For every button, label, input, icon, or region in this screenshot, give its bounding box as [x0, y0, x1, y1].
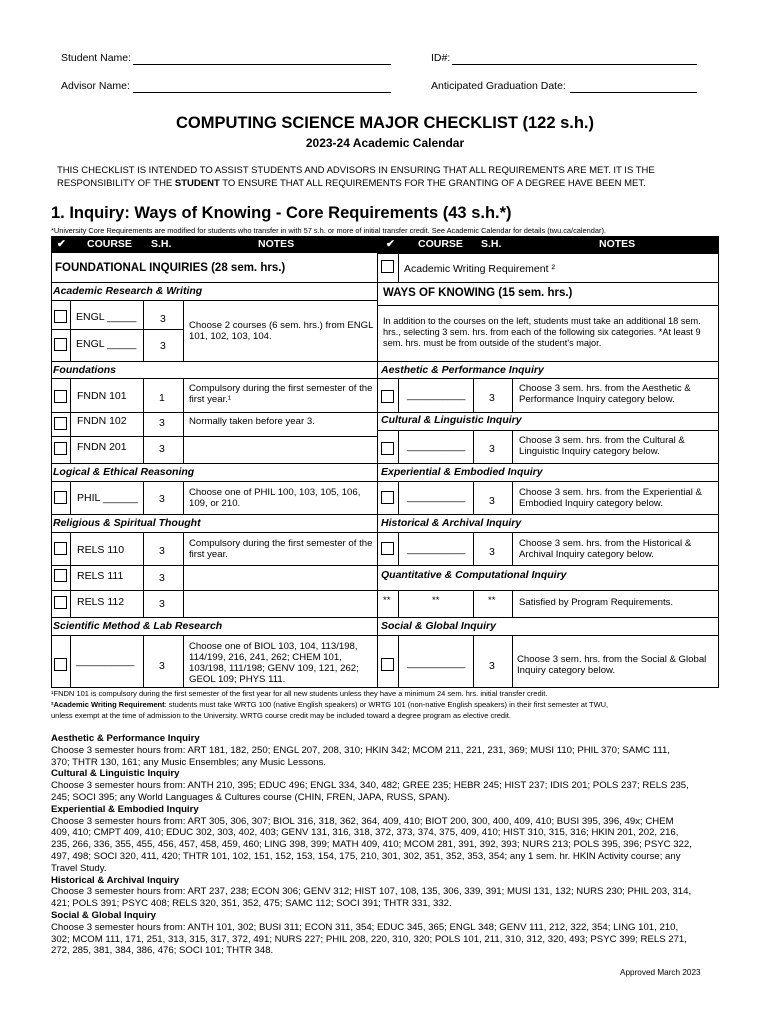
table-header: [51, 236, 719, 253]
category-experiential: [51, 804, 731, 875]
logical-reasoning-heading: Logical & Ethical Reasoning: [53, 466, 195, 478]
id-label: ID#:: [431, 52, 451, 64]
fndn-201-course: FNDN 201: [77, 441, 127, 453]
cultural-checkbox[interactable]: [381, 442, 394, 455]
category-historical: [51, 875, 731, 910]
fndn-102-checkbox[interactable]: [54, 417, 67, 430]
ways-of-knowing-heading: WAYS OF KNOWING (15 sem. hrs.): [383, 287, 573, 299]
rels-111-checkbox[interactable]: [54, 569, 67, 582]
section-1-title: 1. Inquiry: Ways of Knowing - Core Requirements (43 s.h.*): [51, 204, 512, 222]
quantitative-heading: Quantitative & Computational Inquiry: [381, 569, 567, 581]
category-experiential-line: 497, 498; SOCI 320, 411, 420; THTR 101, 102, 151, 152, 153, 154, 175, 210, 301, 302, 351, 352, 353, 354; any 1 sem. hr. HKIN Activity course; any: [51, 850, 681, 862]
id-field[interactable]: [452, 52, 697, 65]
phil-note: Choose one of PHIL 100, 103, 105, 106, 109, or 210.: [189, 487, 361, 509]
social-heading: Social & Global Inquiry: [381, 620, 496, 632]
header-notes-left: NOTES: [258, 238, 295, 250]
rels-110-checkbox[interactable]: [54, 542, 67, 555]
experiential-sh: 3: [489, 495, 495, 507]
fndn-102-course: FNDN 102: [77, 415, 127, 427]
rels-110-note: Compulsory during the first semester of the first year.: [189, 538, 373, 560]
rels-111-sh: 3: [159, 572, 165, 584]
advisor-name-label: Advisor Name:: [61, 80, 130, 92]
rels-112-checkbox[interactable]: [54, 596, 67, 609]
category-social: [51, 910, 731, 957]
fndn-201-sh: 3: [159, 443, 165, 455]
fndn-101-checkbox[interactable]: [54, 390, 67, 403]
fndn-102-sh: 3: [159, 417, 165, 429]
intro-line-1: THIS CHECKLIST IS INTENDED TO ASSIST STUDENTS AND ADVISORS IN ENSURING THAT ALL REQUIREMENTS ARE MET. IT IS THE: [57, 165, 655, 176]
header-sh-right: S.H.: [481, 238, 502, 250]
cultural-course: __________: [407, 440, 466, 452]
fndn-101-note: Compulsory during the first semester of the first year.¹: [189, 383, 373, 405]
writing-requirement-checkbox[interactable]: [381, 260, 394, 273]
section-1-note: *University Core Requirements are modified for students who transfer in with 57 s.h. or more of initial transfer credit. See Academic Calendar for details (twu.ca/calendar).: [51, 226, 606, 235]
footnote-2-line-2: unless exempt at the time of admission to the University. WRTG course credit may be included toward a degree program as elective credit.: [51, 711, 511, 720]
category-social-title: Social & Global Inquiry: [51, 909, 157, 921]
cultural-sh: 3: [489, 443, 495, 455]
check-mark-icon: ✔: [57, 238, 66, 250]
page-subtitle: 2023-24 Academic Calendar: [305, 136, 465, 150]
rels-110-course: RELS 110: [77, 544, 125, 556]
quantitative-note: Satisfied by Program Requirements.: [519, 597, 674, 608]
aesthetic-checkbox[interactable]: [381, 390, 394, 403]
intro-line-2: RESPONSIBILITY OF THE STUDENT TO ENSURE THAT ALL REQUIREMENTS FOR THE GRANTING OF A DEGREE HAVE BEEN MET.: [57, 178, 646, 189]
historical-course: __________: [407, 543, 466, 555]
engl-2-checkbox[interactable]: [54, 338, 67, 351]
fndn-201-checkbox[interactable]: [54, 442, 67, 455]
scientific-method-heading: Scientific Method & Lab Research: [53, 620, 223, 632]
category-aesthetic-line: 370; THTR 130, 161; any Music Ensembles; any Music Lessons.: [51, 756, 326, 768]
category-social-line: 272, 285, 381, 384, 386, 476; SOCI 101; THTR 348.: [51, 945, 274, 957]
category-historical-line: 421; POLS 391; PSYC 408; RELS 320, 351, 352, 475; SAMC 112; SOCI 391; THTR 331, 332.: [51, 898, 452, 910]
category-experiential-line: Choose 3 semester hours from: ART 305, 306, 307; BIOL 316, 318, 362, 364, 409, 410; BIOT 200, 300, 400, 409, 410; BUSI 395, 396, 49x; CHEM: [51, 815, 674, 827]
approved-date: Approved March 2023: [620, 968, 701, 977]
aesthetic-sh: 3: [489, 392, 495, 404]
social-course: __________: [407, 657, 466, 669]
header-course-right: COURSE: [418, 238, 463, 250]
engl-2-sh: 3: [160, 340, 166, 352]
aesthetic-note: Choose 3 sem. hrs. from the Aesthetic & Performance Inquiry category below.: [519, 383, 691, 405]
footnote-2: ²Academic Writing Requirement: students must take WRTG 100 (native English speakers) or WRTG 101 (non-native English speakers) in their first semester at TWU,: [51, 700, 609, 709]
advisor-name-field[interactable]: [133, 80, 391, 93]
graduation-date-field[interactable]: [570, 80, 697, 93]
engl-1-checkbox[interactable]: [54, 310, 67, 323]
footnote-1: ¹FNDN 101 is compulsory during the first semester of the first year for all new students unless they have a minimum 24 sem. hrs. initial transfer credit.: [51, 689, 548, 698]
engl-1-course: ENGL _____: [76, 311, 137, 323]
phil-checkbox[interactable]: [54, 491, 67, 504]
category-social-line: Choose 3 semester hours from: ANTH 101, 302; BUSI 311; ECON 311, 354; EDUC 345, 365; ENGL 348; GENV 111, 212, 322, 354; LING 101, 210,: [51, 921, 679, 933]
category-experiential-line: Travel Study.: [51, 862, 107, 874]
foundational-inquiries-heading: FOUNDATIONAL INQUIRIES (28 sem. hrs.): [55, 262, 286, 274]
aesthetic-heading: Aesthetic & Performance Inquiry: [381, 364, 544, 376]
page-title: COMPUTING SCIENCE MAJOR CHECKLIST (122 s.h.): [175, 114, 595, 132]
header-notes-right: NOTES: [599, 238, 636, 250]
header-sh-left: S.H.: [151, 238, 172, 250]
quantitative-check: **: [383, 595, 391, 606]
science-note: Choose one of BIOL 103, 104, 113/198, 114/199, 216, 241, 262; CHEM 101, 103/198, 111/198; GENV 109, 121, 262; GEOL 109; PHYS 111.: [189, 641, 359, 685]
fndn-101-course: FNDN 101: [77, 390, 127, 402]
phil-sh: 3: [159, 493, 165, 505]
quantitative-sh: **: [488, 595, 496, 606]
historical-heading: Historical & Archival Inquiry: [381, 517, 522, 529]
ways-of-knowing-note: In addition to the courses on the left, students must take an additional 18 sem. hrs., selecting 3 sem. hrs. from each of the following six categories. *At least 9 sem. hrs. must be from outside of the student's major.: [383, 316, 701, 348]
category-cultural-line: Choose 3 semester hours from: ANTH 210, 395; EDUC 496; ENGL 334, 340, 482; GREE 235; HEBR 245; HIST 237; IDIS 201; POLS 237; RELS 235,: [51, 780, 689, 792]
experiential-note: Choose 3 sem. hrs. from the Experiential & Embodied Inquiry category below.: [519, 487, 702, 509]
category-cultural-line: 245; SOCI 395; any World Languages & Cultures course (CHIN, FREN, JAPA, RUSS, SPAN).: [51, 791, 450, 803]
historical-checkbox[interactable]: [381, 542, 394, 555]
category-cultural-title: Cultural & Linguistic Inquiry: [51, 768, 180, 780]
engl-note: Choose 2 courses (6 sem. hrs.) from ENGL 101, 102, 103, 104.: [189, 320, 374, 342]
rels-112-course: RELS 112: [77, 596, 125, 608]
category-aesthetic-line: Choose 3 semester hours from: ART 181, 182, 250; ENGL 207, 208, 310; HKIN 342; MCOM 211, 221, 231, 369; MUSI 110; PHIL 370; SAMC 111,: [51, 744, 670, 756]
academic-research-heading: Academic Research & Writing: [53, 285, 203, 297]
rels-112-sh: 3: [159, 598, 165, 610]
student-name-field[interactable]: [133, 52, 391, 65]
social-checkbox[interactable]: [381, 658, 394, 671]
religious-thought-heading: Religious & Spiritual Thought: [53, 517, 201, 529]
category-experiential-title: Experiential & Embodied Inquiry: [51, 803, 199, 815]
social-sh: 3: [489, 660, 495, 672]
cultural-heading: Cultural & Linguistic Inquiry: [381, 414, 522, 426]
category-aesthetic-title: Aesthetic & Performance Inquiry: [51, 733, 200, 744]
historical-sh: 3: [489, 546, 495, 558]
category-aesthetic: [51, 733, 731, 768]
science-checkbox[interactable]: [54, 658, 67, 671]
historical-note: Choose 3 sem. hrs. from the Historical & Archival Inquiry category below.: [519, 538, 692, 560]
category-experiential-line: 235, 266, 336, 355, 455, 456, 457, 458, 459, 460; LING 398, 399; MATH 409, 410; MCOM 281, 391, 392, 393; NURS 213; POLS 395, 396; PSYC 322,: [51, 839, 692, 851]
category-experiential-line: 409, 410; CMPT 409, 410; EDUC 302, 303, 402, 403; GENV 131, 316, 318, 372, 373, 374, 375, 409, 410; HIST 310, 315, 316; HKIN 201, 202, 216,: [51, 827, 679, 839]
experiential-course: __________: [407, 491, 466, 503]
fndn-101-sh: 1: [159, 392, 165, 404]
engl-1-sh: 3: [160, 313, 166, 325]
category-lists: [51, 733, 731, 957]
student-name-label: Student Name:: [61, 52, 132, 64]
category-cultural: [51, 768, 731, 803]
rels-110-sh: 3: [159, 545, 165, 557]
experiential-heading: Experiential & Embodied Inquiry: [381, 466, 543, 478]
phil-course: PHIL ______: [77, 492, 138, 504]
foundations-heading: Foundations: [53, 364, 116, 376]
quantitative-course: **: [432, 595, 440, 606]
check-mark-icon-right: ✔: [386, 238, 395, 250]
social-note: Choose 3 sem. hrs. from the Social & Global Inquiry category below.: [517, 654, 707, 676]
fndn-102-note: Normally taken before year 3.: [189, 416, 315, 427]
rels-111-course: RELS 111: [77, 570, 124, 582]
cultural-note: Choose 3 sem. hrs. from the Cultural & Linguistic Inquiry category below.: [519, 435, 685, 457]
category-historical-line: Choose 3 semester hours from: ART 237, 238; ECON 306; GENV 312; HIST 107, 108, 135, 306, 339, 391; MUSI 131, 132; NURS 230; PHIL 203, 314,: [51, 886, 692, 898]
category-historical-title: Historical & Archival Inquiry: [51, 874, 180, 886]
science-sh: 3: [159, 660, 165, 672]
header-course-left: COURSE: [87, 238, 132, 250]
engl-2-course: ENGL _____: [76, 338, 137, 350]
graduation-date-label: Anticipated Graduation Date:: [431, 80, 566, 92]
writing-requirement-label: Academic Writing Requirement ²: [404, 263, 555, 275]
experiential-checkbox[interactable]: [381, 491, 394, 504]
aesthetic-course: __________: [407, 389, 466, 401]
category-social-line: 302; MCOM 111, 171, 251, 313, 315, 317, 372, 491; NURS 227; PHIL 208, 220, 310, 320; POLS 101, 211, 310, 312, 320, 493; PSYC 399; RELS 271,: [51, 933, 687, 945]
science-course: __________: [76, 655, 135, 667]
